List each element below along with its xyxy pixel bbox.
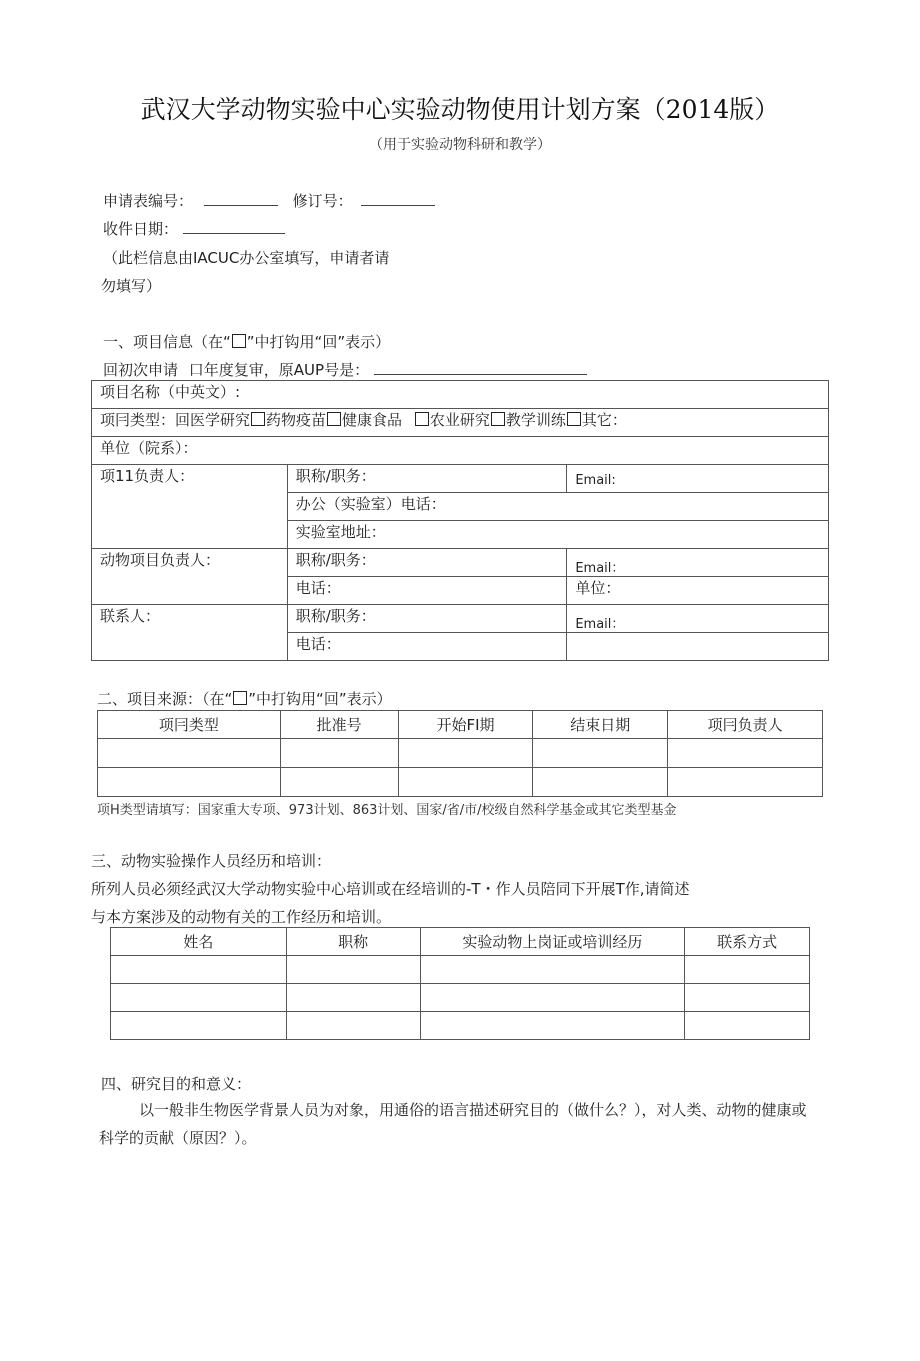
type-option-other: 其它：	[581, 411, 627, 429]
table-cell[interactable]	[98, 739, 281, 768]
table-cell[interactable]	[111, 1012, 287, 1040]
table-row	[111, 984, 810, 1012]
admin-note-line1: （此栏信息由IACUC办公室填写，申请者请	[103, 249, 390, 267]
aup-number-field[interactable]	[374, 361, 587, 376]
table-cell[interactable]	[111, 984, 287, 1012]
application-type-row	[103, 359, 587, 380]
column-header: 职称	[286, 928, 420, 956]
received-date-field[interactable]	[183, 220, 285, 235]
section2-heading	[97, 688, 392, 709]
contact-title-label[interactable]: 职称/职务：	[287, 605, 567, 633]
annual-review-option[interactable]: 口年度复审，原AUP号是：	[188, 361, 370, 379]
pi-lab-address-label[interactable]: 实验室地址：	[287, 521, 828, 549]
table-cell[interactable]	[420, 956, 685, 984]
table-row	[98, 739, 823, 768]
initial-application-option[interactable]: 回初次申请	[103, 361, 179, 379]
project-source-table	[97, 710, 823, 797]
table-cell[interactable]	[398, 739, 533, 768]
animal-pi-email-label[interactable]: Email：	[567, 549, 829, 577]
table-cell[interactable]	[420, 1012, 685, 1040]
table-row	[111, 1012, 810, 1040]
checkbox[interactable]	[567, 412, 581, 426]
table-cell[interactable]	[685, 956, 810, 984]
admin-note-line2: 勿填写）	[101, 277, 162, 295]
animal-pi-unit-label[interactable]: 单位：	[567, 577, 829, 605]
column-header: 联系方式	[685, 928, 810, 956]
form-number-field[interactable]	[204, 192, 278, 207]
table-cell[interactable]	[280, 739, 398, 768]
column-header: 项冃类型	[98, 711, 281, 739]
checkbox[interactable]	[233, 691, 247, 705]
section1-heading	[103, 331, 390, 352]
table-row	[111, 956, 810, 984]
section3-description-line2: 与本方案涉及的动物有关的工作经历和培训。	[91, 908, 392, 926]
section1-heading-a: 一、项目信息（在“	[103, 333, 231, 351]
column-header: 实验动物上岗证或培训经历	[420, 928, 685, 956]
project-type-row	[92, 409, 829, 437]
table-cell[interactable]	[286, 984, 420, 1012]
table-cell[interactable]	[398, 768, 533, 797]
table-cell[interactable]	[668, 768, 823, 797]
received-date-row	[103, 218, 285, 239]
checkbox[interactable]	[327, 412, 341, 426]
table-cell[interactable]	[420, 984, 685, 1012]
column-header: 批准号	[280, 711, 398, 739]
table-cell[interactable]	[533, 739, 668, 768]
table-cell[interactable]	[668, 739, 823, 768]
animal-pi-label: 动物项目负责人：	[92, 549, 288, 605]
pi-email-label[interactable]: Email:	[567, 465, 829, 493]
section1-heading-b: ”中打钩用“回”表示）	[246, 333, 391, 351]
table-cell[interactable]	[533, 768, 668, 797]
contact-empty-cell[interactable]	[567, 633, 829, 661]
contact-phone-label[interactable]: 电话：	[287, 633, 567, 661]
type-option-vaccine: 药物疫苗	[266, 411, 327, 429]
contact-label: 联系人：	[92, 605, 288, 661]
animal-pi-phone-label[interactable]: 电话：	[287, 577, 567, 605]
project-info-table	[91, 380, 829, 661]
section2-heading-b: ”中打钩用“回”表示）	[248, 690, 392, 708]
page-title: 武汉大学动物实验中心实验动物使用计划方案（2014版）	[140, 95, 780, 124]
section4-heading: 四、研究目的和意义：	[101, 1075, 252, 1093]
table-cell[interactable]	[111, 956, 287, 984]
unit-label[interactable]: 单位（院系）：	[92, 437, 829, 465]
pi-label: 项11负责人：	[92, 465, 288, 549]
received-date-label: 收件日期：	[103, 220, 179, 238]
checkbox[interactable]	[415, 412, 429, 426]
type-option-health-food: 健康食品	[342, 411, 403, 429]
table-row	[98, 768, 823, 797]
section3-description-line1: 所列人员必须经武汉大学动物实验中心培训或在经培训的-T・作人员陪同下开展T作,请简述	[91, 880, 690, 898]
column-header: 开始FI期	[398, 711, 533, 739]
table-cell[interactable]	[286, 956, 420, 984]
checkbox[interactable]	[251, 412, 265, 426]
type-option-teaching: 教学训练	[505, 411, 566, 429]
animal-pi-title-label[interactable]: 职称/职务：	[287, 549, 567, 577]
section3-heading: 三、动物实验操作人员经历和培训：	[91, 852, 332, 870]
contact-email-label[interactable]: Email：	[567, 605, 829, 633]
table-cell[interactable]	[280, 768, 398, 797]
table-cell[interactable]	[685, 984, 810, 1012]
revision-label: 修订号：	[292, 192, 353, 210]
form-number-row	[103, 190, 435, 211]
project-type-note: 项H类型请填写：国家重大专项、973计划、863计划、国家/省/市/校级自然科学基金或其它类型基金	[97, 803, 677, 818]
table-cell[interactable]	[286, 1012, 420, 1040]
type-option-agriculture: 农业研究	[429, 411, 490, 429]
table-cell[interactable]	[685, 1012, 810, 1040]
project-type-label: 项冃类型：回医学研究	[100, 411, 251, 429]
column-header: 结束日期	[533, 711, 668, 739]
pi-office-phone-label[interactable]: 办公（实验室）电话：	[287, 493, 828, 521]
page-subtitle: （用于实验动物科研和教学）	[369, 137, 551, 153]
section2-heading-a: 二、项目来源：（在“	[97, 690, 233, 708]
column-header: 姓名	[111, 928, 287, 956]
checkbox[interactable]	[491, 412, 505, 426]
personnel-table	[110, 927, 810, 1040]
form-number-label: 申请表编号：	[103, 192, 194, 210]
checkbox[interactable]	[232, 334, 246, 348]
pi-title-label[interactable]: 职称/职务：	[287, 465, 567, 493]
section4-text: 以一般非生物医学背景人员为对象，用通俗的语言描述研究目的（做什么？），对人类、动物的健康或科学的贡献（原因？）。	[99, 1101, 807, 1147]
column-header: 项冃负责人	[668, 711, 823, 739]
table-cell[interactable]	[98, 768, 281, 797]
revision-field[interactable]	[361, 192, 435, 207]
project-name-label[interactable]: 项目名称（中英文）:	[92, 381, 829, 409]
